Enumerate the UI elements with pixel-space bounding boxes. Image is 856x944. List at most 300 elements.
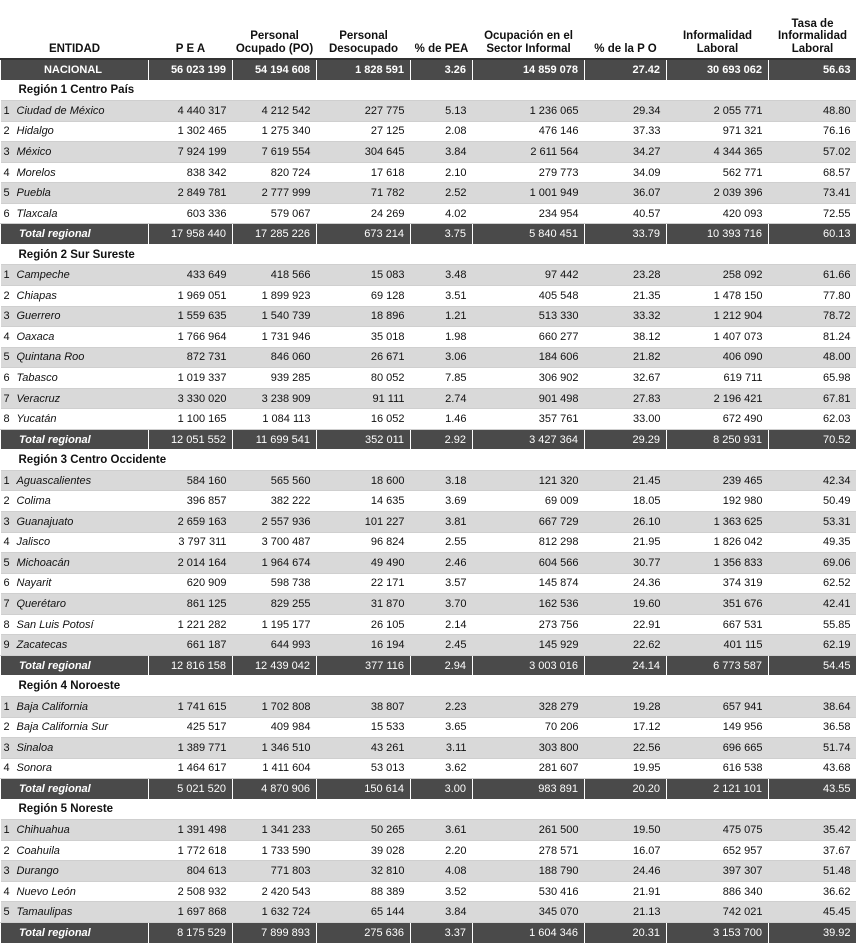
cell-ppea: 1.46 (411, 409, 473, 430)
cell-ppo: 30.77 (585, 553, 667, 574)
cell-il: 1 478 150 (667, 286, 769, 307)
cell-pea: 2 508 932 (149, 881, 233, 902)
cell-pd: 69 128 (317, 286, 411, 307)
cell-ti: 77.80 (769, 286, 856, 307)
cell-il: 886 340 (667, 881, 769, 902)
row-number: 8 (1, 614, 13, 635)
cell-il: 2 055 771 (667, 101, 769, 122)
table-row (1, 758, 856, 779)
total-label: Total regional (1, 429, 149, 450)
state-name: Aguascalientes (13, 470, 149, 491)
cell-pea: 1 772 618 (149, 840, 233, 861)
cell-ppea: 2.52 (411, 183, 473, 204)
table-row (1, 696, 856, 717)
cell-il: 1 356 833 (667, 553, 769, 574)
cell-ti: 62.52 (769, 573, 856, 594)
cell-ppo: 33.00 (585, 409, 667, 430)
cell-pea: 661 187 (149, 635, 233, 656)
header-row (1, 0, 856, 59)
cell-il: 2 039 396 (667, 183, 769, 204)
total-il: 8 250 931 (667, 429, 769, 450)
header-pea: P E A (149, 0, 233, 59)
cell-ppo: 37.33 (585, 121, 667, 142)
state-name: Puebla (13, 183, 149, 204)
cell-oi: 660 277 (473, 327, 585, 348)
cell-ppea: 2.55 (411, 532, 473, 553)
total-ppo: 29.29 (585, 429, 667, 450)
table-row (1, 491, 856, 512)
cell-oi: 188 790 (473, 861, 585, 882)
cell-oi: 145 874 (473, 573, 585, 594)
header-pd: Personal Desocupado (317, 0, 411, 59)
region-header-row (1, 244, 856, 265)
cell-ppea: 2.14 (411, 614, 473, 635)
region-header-row (1, 450, 856, 471)
cell-oi: 184 606 (473, 347, 585, 368)
table-row (1, 327, 856, 348)
cell-oi: 303 800 (473, 738, 585, 759)
state-name: Baja California Sur (13, 717, 149, 738)
cell-il: 239 465 (667, 470, 769, 491)
cell-ppo: 21.35 (585, 286, 667, 307)
cell-ppea: 2.46 (411, 553, 473, 574)
table-row (1, 203, 856, 224)
header-ti: Tasa de Informalidad Laboral (769, 0, 856, 59)
total-pd: 150 614 (317, 779, 411, 800)
cell-ti: 51.74 (769, 738, 856, 759)
row-number: 7 (1, 594, 13, 615)
cell-oi: 405 548 (473, 286, 585, 307)
total-label: Total regional (1, 779, 149, 800)
cell-pd: 17 618 (317, 162, 411, 183)
cell-pea: 1 559 635 (149, 306, 233, 327)
cell-il: 742 021 (667, 902, 769, 923)
total-il: 3 153 700 (667, 922, 769, 943)
cell-pea: 3 330 020 (149, 388, 233, 409)
total-label: Total regional (1, 224, 149, 245)
state-name: San Luis Potosí (13, 614, 149, 635)
row-number: 1 (1, 265, 13, 286)
cell-po: 829 255 (233, 594, 317, 615)
state-name: Guerrero (13, 306, 149, 327)
cell-ppo: 21.95 (585, 532, 667, 553)
cell-il: 2 196 421 (667, 388, 769, 409)
state-name: Chihuahua (13, 820, 149, 841)
cell-il: 374 319 (667, 573, 769, 594)
cell-pea: 4 440 317 (149, 101, 233, 122)
row-number: 3 (1, 306, 13, 327)
cell-ppo: 36.07 (585, 183, 667, 204)
cell-oi: 357 761 (473, 409, 585, 430)
cell-il: 672 490 (667, 409, 769, 430)
cell-pea: 838 342 (149, 162, 233, 183)
cell-pd: 26 671 (317, 347, 411, 368)
cell-il: 667 531 (667, 614, 769, 635)
table-row (1, 573, 856, 594)
row-number: 4 (1, 532, 13, 553)
cell-pd: 101 227 (317, 512, 411, 533)
cell-ppo: 21.91 (585, 881, 667, 902)
cell-po: 1 899 923 (233, 286, 317, 307)
cell-pd: 27 125 (317, 121, 411, 142)
cell-il: 1 363 625 (667, 512, 769, 533)
total-po: 11 699 541 (233, 429, 317, 450)
cell-il: 696 665 (667, 738, 769, 759)
total-pd: 275 636 (317, 922, 411, 943)
table-row (1, 183, 856, 204)
total-pea: 8 175 529 (149, 922, 233, 943)
cell-ppea: 3.06 (411, 347, 473, 368)
cell-pea: 1 464 617 (149, 758, 233, 779)
cell-oi: 273 756 (473, 614, 585, 635)
table-body (1, 59, 856, 943)
cell-po: 1 341 233 (233, 820, 317, 841)
table-row (1, 409, 856, 430)
state-name: Oaxaca (13, 327, 149, 348)
total-regional-row (1, 655, 856, 676)
region-title: Región 1 Centro País (1, 80, 856, 101)
table-row (1, 881, 856, 902)
total-oi: 5 840 451 (473, 224, 585, 245)
cell-pd: 26 105 (317, 614, 411, 635)
total-label: Total regional (1, 922, 149, 943)
cell-oi: 604 566 (473, 553, 585, 574)
cell-pea: 2 659 163 (149, 512, 233, 533)
total-ppo: 20.20 (585, 779, 667, 800)
cell-ti: 68.57 (769, 162, 856, 183)
region-header-row (1, 80, 856, 101)
region-title: Región 4 Noroeste (1, 676, 856, 697)
cell-po: 1 964 674 (233, 553, 317, 574)
cell-po: 939 285 (233, 368, 317, 389)
total-ppo: 24.14 (585, 655, 667, 676)
cell-pea: 7 924 199 (149, 142, 233, 163)
row-number: 2 (1, 286, 13, 307)
cell-pea: 1 697 868 (149, 902, 233, 923)
cell-po: 1 632 724 (233, 902, 317, 923)
table-row (1, 347, 856, 368)
total-pea: 5 021 520 (149, 779, 233, 800)
total-ppo: 20.31 (585, 922, 667, 943)
cell-po: 382 222 (233, 491, 317, 512)
total-oi: 1 604 346 (473, 922, 585, 943)
cell-oi: 306 902 (473, 368, 585, 389)
cell-ppo: 19.95 (585, 758, 667, 779)
cell-oi: 69 009 (473, 491, 585, 512)
cell-oi: 278 571 (473, 840, 585, 861)
cell-po: 644 993 (233, 635, 317, 656)
total-regional-row (1, 779, 856, 800)
total-pea: 12 816 158 (149, 655, 233, 676)
table-row (1, 840, 856, 861)
nacional-ti: 56.63 (769, 59, 856, 80)
row-number: 5 (1, 553, 13, 574)
cell-ppo: 27.83 (585, 388, 667, 409)
cell-po: 598 738 (233, 573, 317, 594)
cell-ti: 78.72 (769, 306, 856, 327)
row-number: 1 (1, 470, 13, 491)
table-row (1, 286, 856, 307)
cell-po: 1 540 739 (233, 306, 317, 327)
cell-ppo: 18.05 (585, 491, 667, 512)
state-name: Hidalgo (13, 121, 149, 142)
cell-il: 149 956 (667, 717, 769, 738)
row-number: 3 (1, 512, 13, 533)
cell-pea: 2 849 781 (149, 183, 233, 204)
cell-ppea: 3.70 (411, 594, 473, 615)
cell-pd: 35 018 (317, 327, 411, 348)
cell-pea: 1 221 282 (149, 614, 233, 635)
cell-ti: 65.98 (769, 368, 856, 389)
table-row (1, 738, 856, 759)
cell-ppo: 34.27 (585, 142, 667, 163)
cell-ppea: 3.52 (411, 881, 473, 902)
cell-pd: 32 810 (317, 861, 411, 882)
cell-ti: 62.03 (769, 409, 856, 430)
table-row (1, 388, 856, 409)
cell-oi: 345 070 (473, 902, 585, 923)
cell-ppo: 40.57 (585, 203, 667, 224)
total-regional-row (1, 429, 856, 450)
total-po: 12 439 042 (233, 655, 317, 676)
cell-ti: 48.00 (769, 347, 856, 368)
cell-il: 397 307 (667, 861, 769, 882)
total-po: 7 899 893 (233, 922, 317, 943)
cell-ppea: 5.13 (411, 101, 473, 122)
cell-ppea: 2.10 (411, 162, 473, 183)
cell-ppea: 3.65 (411, 717, 473, 738)
total-il: 10 393 716 (667, 224, 769, 245)
cell-po: 7 619 554 (233, 142, 317, 163)
cell-ppo: 33.32 (585, 306, 667, 327)
cell-pd: 71 782 (317, 183, 411, 204)
total-pd: 352 011 (317, 429, 411, 450)
cell-pea: 1 391 498 (149, 820, 233, 841)
cell-po: 2 557 936 (233, 512, 317, 533)
state-name: Sinaloa (13, 738, 149, 759)
nacional-oi: 14 859 078 (473, 59, 585, 80)
cell-pd: 38 807 (317, 696, 411, 717)
table-row (1, 512, 856, 533)
total-oi: 3 003 016 (473, 655, 585, 676)
state-name: Yucatán (13, 409, 149, 430)
cell-ti: 36.62 (769, 881, 856, 902)
nacional-pea: 56 023 199 (149, 59, 233, 80)
nacional-row (1, 59, 856, 80)
cell-il: 657 941 (667, 696, 769, 717)
total-pd: 377 116 (317, 655, 411, 676)
cell-il: 420 093 (667, 203, 769, 224)
row-number: 5 (1, 347, 13, 368)
state-name: Colima (13, 491, 149, 512)
state-name: Guanajuato (13, 512, 149, 533)
cell-il: 971 321 (667, 121, 769, 142)
row-number: 6 (1, 573, 13, 594)
cell-ppo: 17.12 (585, 717, 667, 738)
total-ppo: 33.79 (585, 224, 667, 245)
table-row (1, 101, 856, 122)
cell-pd: 18 600 (317, 470, 411, 491)
cell-po: 846 060 (233, 347, 317, 368)
table-row (1, 265, 856, 286)
cell-ti: 38.64 (769, 696, 856, 717)
table-row (1, 614, 856, 635)
cell-po: 409 984 (233, 717, 317, 738)
cell-ti: 35.42 (769, 820, 856, 841)
cell-ppea: 3.62 (411, 758, 473, 779)
cell-pd: 227 775 (317, 101, 411, 122)
cell-il: 406 090 (667, 347, 769, 368)
cell-pd: 18 896 (317, 306, 411, 327)
cell-po: 820 724 (233, 162, 317, 183)
row-number: 5 (1, 183, 13, 204)
row-number: 3 (1, 861, 13, 882)
row-number: 4 (1, 881, 13, 902)
cell-ti: 69.06 (769, 553, 856, 574)
nacional-il: 30 693 062 (667, 59, 769, 80)
cell-po: 2 777 999 (233, 183, 317, 204)
row-number: 9 (1, 635, 13, 656)
cell-il: 1 212 904 (667, 306, 769, 327)
cell-ti: 42.41 (769, 594, 856, 615)
cell-pd: 49 490 (317, 553, 411, 574)
cell-ppea: 3.18 (411, 470, 473, 491)
cell-ppea: 3.11 (411, 738, 473, 759)
cell-po: 771 803 (233, 861, 317, 882)
cell-ppea: 3.57 (411, 573, 473, 594)
cell-pd: 43 261 (317, 738, 411, 759)
cell-ppo: 19.50 (585, 820, 667, 841)
row-number: 4 (1, 758, 13, 779)
cell-ti: 55.85 (769, 614, 856, 635)
total-ppea: 3.37 (411, 922, 473, 943)
row-number: 4 (1, 162, 13, 183)
table-row (1, 902, 856, 923)
total-ti: 43.55 (769, 779, 856, 800)
nacional-pd: 1 828 591 (317, 59, 411, 80)
cell-oi: 234 954 (473, 203, 585, 224)
state-name: Querétaro (13, 594, 149, 615)
table-row (1, 635, 856, 656)
cell-ppea: 3.51 (411, 286, 473, 307)
state-name: Campeche (13, 265, 149, 286)
cell-ti: 76.16 (769, 121, 856, 142)
region-title: Región 3 Centro Occidente (1, 450, 856, 471)
cell-oi: 145 929 (473, 635, 585, 656)
total-ppea: 3.75 (411, 224, 473, 245)
state-name: Veracruz (13, 388, 149, 409)
cell-po: 1 346 510 (233, 738, 317, 759)
row-number: 3 (1, 142, 13, 163)
cell-ppea: 2.45 (411, 635, 473, 656)
cell-ppea: 2.74 (411, 388, 473, 409)
cell-pd: 304 645 (317, 142, 411, 163)
cell-il: 351 676 (667, 594, 769, 615)
cell-ti: 62.19 (769, 635, 856, 656)
cell-oi: 70 206 (473, 717, 585, 738)
cell-pd: 91 111 (317, 388, 411, 409)
cell-ppo: 26.10 (585, 512, 667, 533)
cell-ppea: 1.21 (411, 306, 473, 327)
table-row (1, 594, 856, 615)
cell-il: 619 711 (667, 368, 769, 389)
cell-ti: 50.49 (769, 491, 856, 512)
total-regional-row (1, 224, 856, 245)
cell-pd: 14 635 (317, 491, 411, 512)
cell-il: 1 407 073 (667, 327, 769, 348)
cell-oi: 97 442 (473, 265, 585, 286)
total-ppea: 3.00 (411, 779, 473, 800)
cell-ppea: 3.84 (411, 902, 473, 923)
cell-ti: 48.80 (769, 101, 856, 122)
cell-pea: 1 969 051 (149, 286, 233, 307)
cell-pea: 1 302 465 (149, 121, 233, 142)
table-row (1, 861, 856, 882)
row-number: 2 (1, 491, 13, 512)
total-label: Total regional (1, 655, 149, 676)
header-po: Personal Ocupado (PO) (233, 0, 317, 59)
row-number: 4 (1, 327, 13, 348)
region-title: Región 5 Noreste (1, 799, 856, 820)
cell-ppo: 24.46 (585, 861, 667, 882)
cell-ti: 57.02 (769, 142, 856, 163)
total-pea: 17 958 440 (149, 224, 233, 245)
row-number: 3 (1, 738, 13, 759)
table-row (1, 820, 856, 841)
cell-pea: 620 909 (149, 573, 233, 594)
cell-ti: 51.48 (769, 861, 856, 882)
cell-ppo: 21.13 (585, 902, 667, 923)
cell-il: 475 075 (667, 820, 769, 841)
cell-pea: 603 336 (149, 203, 233, 224)
cell-il: 192 980 (667, 491, 769, 512)
cell-oi: 1 236 065 (473, 101, 585, 122)
state-name: Michoacán (13, 553, 149, 574)
cell-ppo: 34.09 (585, 162, 667, 183)
cell-ti: 36.58 (769, 717, 856, 738)
cell-ppea: 4.08 (411, 861, 473, 882)
state-name: Chiapas (13, 286, 149, 307)
cell-po: 1 733 590 (233, 840, 317, 861)
cell-pea: 584 160 (149, 470, 233, 491)
cell-oi: 281 607 (473, 758, 585, 779)
cell-oi: 530 416 (473, 881, 585, 902)
cell-pea: 2 014 164 (149, 553, 233, 574)
state-name: Tlaxcala (13, 203, 149, 224)
cell-pea: 1 100 165 (149, 409, 233, 430)
cell-po: 2 420 543 (233, 881, 317, 902)
cell-ppea: 2.20 (411, 840, 473, 861)
total-regional-row (1, 922, 856, 943)
total-po: 17 285 226 (233, 224, 317, 245)
table-row (1, 306, 856, 327)
cell-ppea: 3.69 (411, 491, 473, 512)
cell-il: 652 957 (667, 840, 769, 861)
header-oi: Ocupación en el Sector Informal (473, 0, 585, 59)
cell-il: 562 771 (667, 162, 769, 183)
cell-ti: 49.35 (769, 532, 856, 553)
cell-pea: 425 517 (149, 717, 233, 738)
cell-ppo: 21.82 (585, 347, 667, 368)
cell-ppea: 3.61 (411, 820, 473, 841)
cell-pea: 433 649 (149, 265, 233, 286)
state-name: Tamaulipas (13, 902, 149, 923)
cell-pd: 31 870 (317, 594, 411, 615)
cell-ti: 43.68 (769, 758, 856, 779)
nacional-ppo: 27.42 (585, 59, 667, 80)
table-row (1, 142, 856, 163)
total-ti: 39.92 (769, 922, 856, 943)
